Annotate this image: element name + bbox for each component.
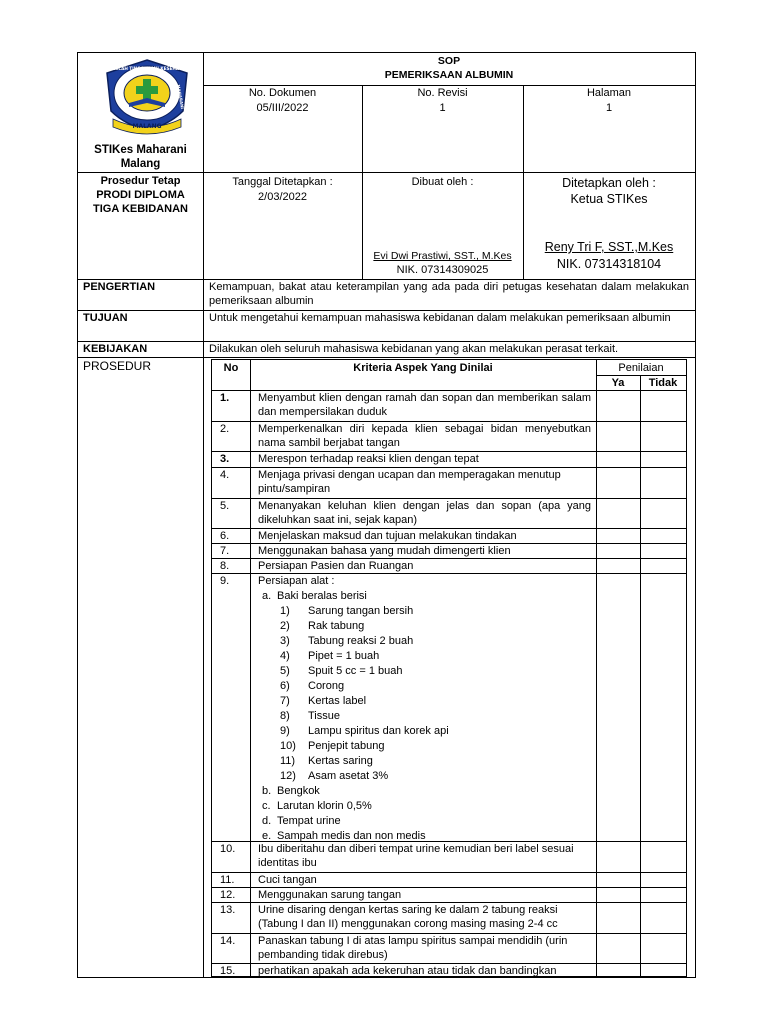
revision-label: No. Revisi [417,87,468,99]
procedure-type: Prosedur Tetap PRODI DIPLOMA TIGA KEBIDANAN [93,175,188,215]
alat-other-marker: c. [262,800,271,812]
institution-logo [99,57,195,137]
logo-emblem-icon [99,57,195,137]
alat-item: Tabung reaksi 2 buah [308,635,414,647]
criteria-table [211,359,687,977]
col-line-ya [640,375,641,976]
alat-item: Kertas saring [308,755,373,767]
alat-item-number: 12) [280,770,296,782]
institution-name: STIKes Maharani Malang [94,144,187,170]
row-number: 9. [220,575,230,587]
tujuan-text: Untuk mengetahui kemampuan mahasiswa kebidanan dalam melakukan pemeriksaan albumin [209,312,671,324]
alat-item: Spuit 5 cc = 1 buah [308,665,403,677]
alat-a-text: Baki beralas berisi [277,590,367,602]
alat-other: Tempat urine [277,815,341,827]
made-by-label: Dibuat oleh : [411,176,474,188]
tujuan-label: TUJUAN [83,312,128,324]
col-line-no [250,360,251,976]
row-criteria: Menggunakan bahasa yang mudah dimengerti klien [258,545,511,557]
col-criteria-header: Kriteria Aspek Yang Dinilai [353,362,493,374]
alat-item: Lampu spiritus dan korek api [308,725,449,737]
set-by-label: Ditetapkan oleh : [562,176,656,190]
alat-item: Penjepit tabung [308,740,385,752]
label-column-divider [203,279,204,977]
alat-item-number: 5) [280,665,290,677]
kebijakan-label: KEBIJAKAN [83,343,148,355]
document-title: PEMERIKSAAN ALBUMIN [384,69,514,81]
set-by-nik: NIK. 07314318104 [556,257,662,271]
revision-value: 1 [439,102,446,114]
row-criteria: Urine disaring dengan kertas saring ke dalam 2 tabung reaksi (Tabung I dan II) menggunakan corong masing masing 2-4 cc [258,904,558,930]
row-criteria: perhatikan apakah ada kekeruhan atau tidak dan bandingkan [258,965,557,977]
svg-text:MAHARANI: MAHARANI [175,84,186,110]
row-number: 4. [220,469,230,481]
row-criteria: Menggunakan sarung tangan [258,889,402,901]
sop-document [77,52,696,978]
doc-number-label: No. Dokumen [248,87,317,99]
row-number: 10. [220,843,236,855]
row-criteria: Ibu diberitahu dan diberi tempat urine kemudian beri label sesuai identitas ibu [258,843,574,869]
alat-item-number: 11) [280,755,296,767]
col-tidak-header: Tidak [648,377,678,389]
date-value: 2/03/2022 [258,191,307,203]
alat-other: Bengkok [277,785,320,797]
alat-item: Pipet = 1 buah [308,650,380,662]
alat-other-marker: d. [262,815,272,827]
header-row-divider [78,172,695,173]
col-line-criteria [596,360,597,976]
row-criteria: Persiapan alat : [258,575,335,587]
section-divider-prosedur [78,357,695,358]
row-criteria: Menjelaskan maksud dan tujuan melakukan tindakan [258,530,517,542]
alat-other: Sampah medis dan non medis [277,830,426,842]
row-criteria: Menjaga privasi dengan ucapan dan memperagakan menutup pintu/sampiran [258,469,561,495]
page-label: Halaman [586,87,632,99]
row-criteria: Menanyakan keluhan klien dengan jelas dan sopan (apa yang dikeluhkan saat ini, sejak kapan) [258,500,591,526]
row-criteria: Menyambut klien dengan ramah dan sopan dan memberikan salam dan mempersilakan duduk [258,392,591,418]
alat-item: Rak tabung [308,620,365,632]
alat-item-number: 10) [280,740,296,752]
svg-text:MALANG: MALANG [132,123,162,130]
alat-item-number: 4) [280,650,290,662]
svg-text:SEKOLAH TINGGI ILMU KESEHATAN: SEKOLAH TINGGI ILMU KESEHATAN [105,66,189,71]
set-by-name: Reny Tri F, SST.,M.Kes [544,240,674,254]
alat-item-number: 2) [280,620,290,632]
prosedur-label: PROSEDUR [83,359,152,373]
alat-item-number: 3) [280,635,290,647]
row-number: 7. [220,545,230,557]
row-number: 1. [220,392,230,404]
row-number: 14. [220,935,236,947]
doc-number-value: 05/III/2022 [256,102,309,114]
row-criteria: Cuci tangan [258,874,317,886]
alat-item-number: 1) [280,605,290,617]
row-number: 12. [220,889,236,901]
alat-item-number: 9) [280,725,290,737]
row-number: 3. [220,453,230,465]
row-number: 2. [220,423,230,435]
row-number: 8. [220,560,230,572]
set-by-role: Ketua STIKes [570,192,648,206]
col-no-header: No [223,362,239,374]
row-criteria: Memperkenalkan diri kepada klien sebagai bidan menyebutkan nama sambil berjabat tangan [258,423,591,449]
page-value: 1 [605,102,613,114]
col-score-header: Penilaian [618,362,664,374]
row-number: 13. [220,904,236,916]
alat-item: Asam asetat 3% [308,770,389,782]
alat-a-marker: a. [262,590,272,602]
alat-item: Kertas label [308,695,367,707]
alat-other-marker: b. [262,785,272,797]
sop-label: SOP [437,55,461,67]
alat-item: Tissue [308,710,340,722]
alat-other: Larutan klorin 0,5% [277,800,372,812]
row-criteria: Persiapan Pasien dan Ruangan [258,560,414,572]
alat-other-marker: e. [262,830,272,842]
row-number: 15. [220,965,236,977]
row-number: 5. [220,500,230,512]
pengertian-text: Kemampuan, bakat atau keterampilan yang ada pada diri petugas kesehatan dalam melakukan pemeriksaan albumin [209,281,689,307]
made-by-nik: NIK. 07314309025 [396,264,489,276]
alat-item-number: 8) [280,710,290,722]
row-criteria: Merespon terhadap reaksi klien dengan tepat [258,453,479,465]
row-number: 11. [220,874,235,886]
alat-item: Sarung tangan bersih [308,605,414,617]
date-label: Tanggal Ditetapkan : [232,176,333,188]
row-number: 6. [220,530,230,542]
alat-item-number: 7) [280,695,290,707]
alat-item: Corong [308,680,345,692]
pengertian-label: PENGERTIAN [83,281,156,293]
alat-item-number: 6) [280,680,290,692]
made-by-name: Evi Dwi Prastiwi, SST., M.Kes [373,250,512,262]
row-criteria: Panaskan tabung I di atas lampu spiritus sampai mendidih (urin pembanding tidak direbus) [258,935,568,961]
kebijakan-text: Dilakukan oleh seluruh mahasiswa kebidanan yang akan melakukan perasat terkait. [209,343,619,355]
col-ya-header: Ya [611,377,625,389]
